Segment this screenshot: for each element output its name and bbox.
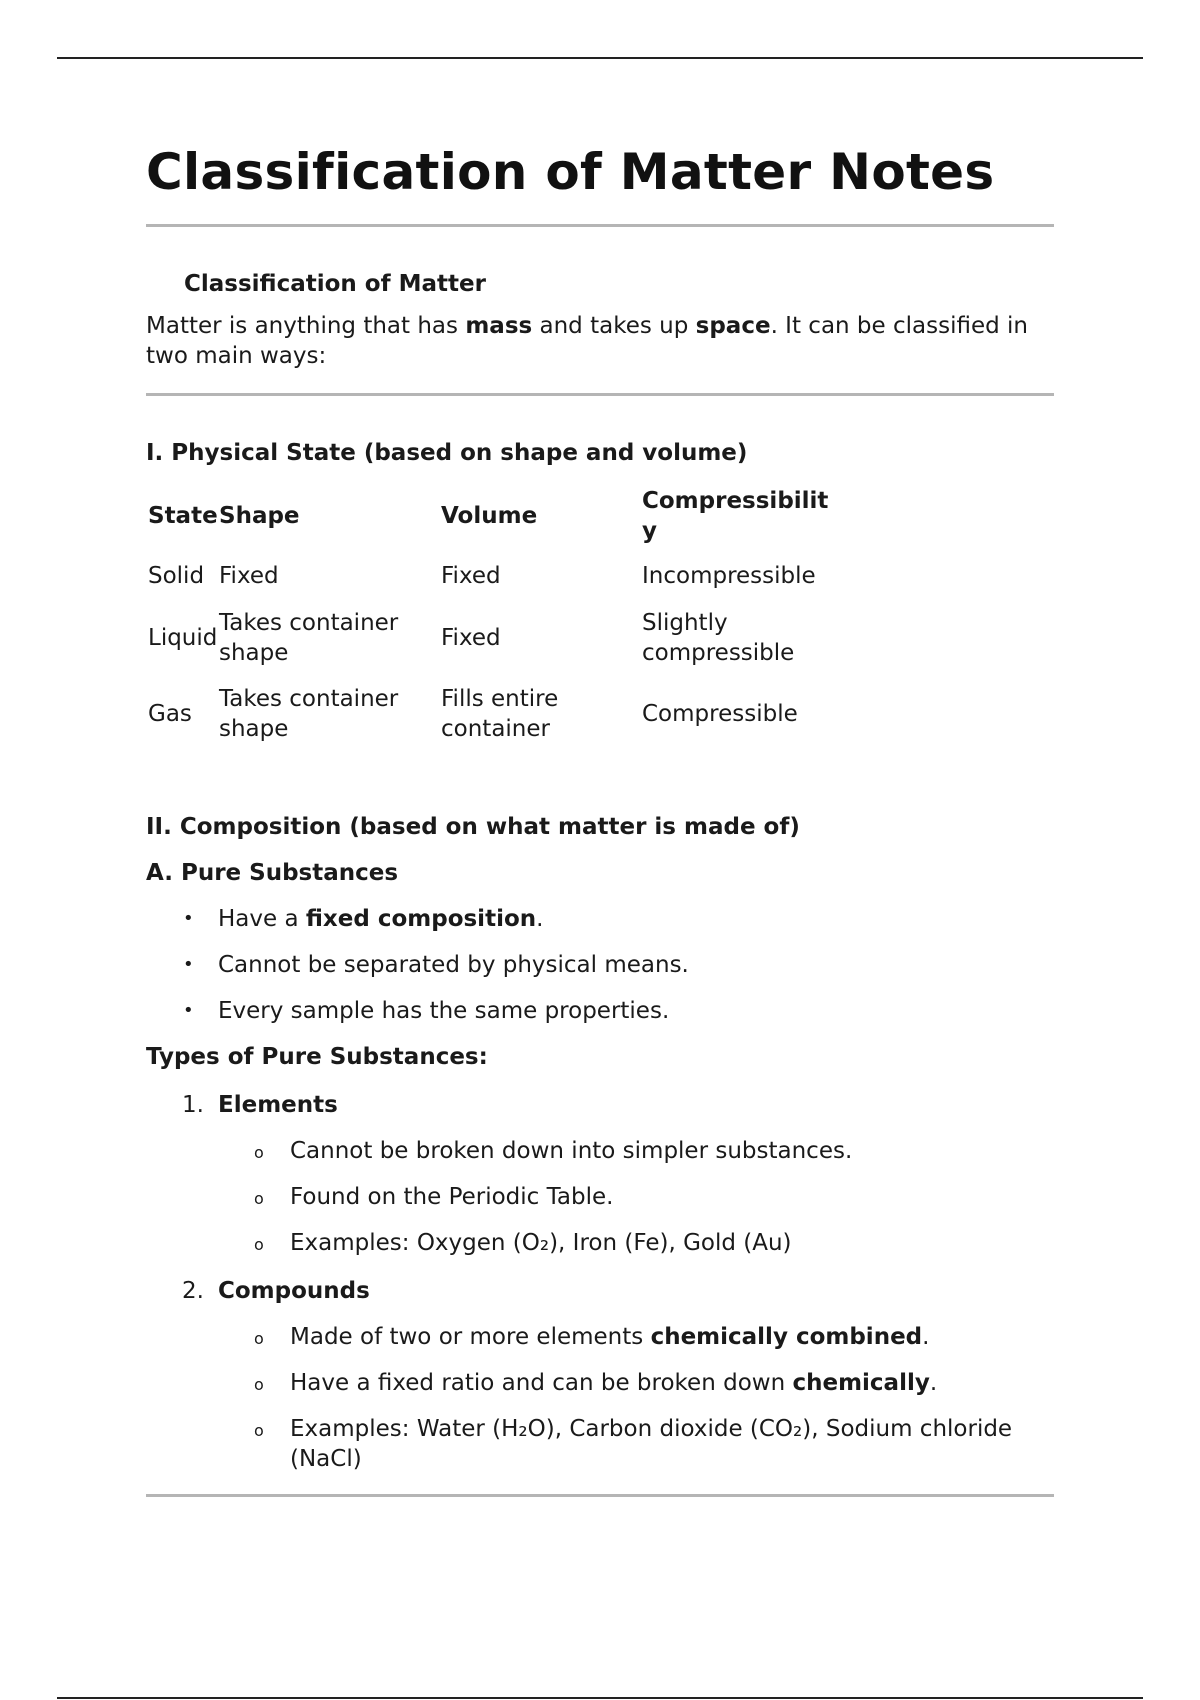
- page-title: Classification of Matter Notes: [146, 143, 995, 201]
- bullet-icon: •: [183, 1000, 194, 1021]
- list-item: o Have a fixed ratio and can be broken down chemically.: [146, 1368, 1054, 1398]
- document-page: [146, 140, 1054, 1497]
- composition-heading: II. Composition (based on what matter is made of): [146, 814, 800, 840]
- table-cell: Gas: [148, 701, 192, 727]
- compounds-item: 2. Compounds: [182, 1278, 370, 1304]
- header-volume: Volume: [441, 503, 538, 529]
- circle-bullet-icon: o: [254, 1189, 264, 1208]
- table-cell: Fills entire container: [441, 686, 559, 742]
- table-cell: Fixed: [219, 563, 279, 589]
- top-rule: [57, 57, 1143, 59]
- elements-item: 1. Elements: [182, 1092, 338, 1118]
- circle-bullet-icon: o: [254, 1329, 264, 1348]
- list-item: o Examples: Oxygen (O₂), Iron (Fe), Gold (Au): [146, 1228, 1054, 1258]
- section-subtitle: Classification of Matter: [184, 271, 486, 297]
- types-heading: Types of Pure Substances:: [146, 1044, 488, 1070]
- circle-bullet-icon: o: [254, 1421, 264, 1440]
- table-row: [146, 674, 842, 754]
- bottom-rule: [57, 1697, 1143, 1699]
- list-item: o Found on the Periodic Table.: [146, 1182, 1054, 1212]
- table-cell: Solid: [148, 563, 205, 589]
- table-header-row: [146, 482, 842, 550]
- divider: [146, 224, 1054, 227]
- physical-state-table: [146, 482, 842, 754]
- compounds-list: [146, 1322, 1054, 1474]
- table-cell: Incompressible: [642, 563, 816, 589]
- list-item: • Cannot be separated by physical means.: [183, 952, 689, 978]
- pure-substances-list: [146, 904, 1054, 1026]
- circle-bullet-icon: o: [254, 1375, 264, 1394]
- header-shape: Shape: [219, 503, 300, 529]
- list-item: o Examples: Water (H₂O), Carbon dioxide (CO₂), Sodium chloride (NaCl): [254, 1416, 1013, 1472]
- list-item: o Made of two or more elements chemically combined.: [146, 1322, 1054, 1352]
- physical-state-heading: I. Physical State (based on shape and volume): [146, 440, 748, 466]
- header-compressibility: Compressibility: [642, 488, 829, 544]
- bullet-icon: •: [183, 908, 194, 929]
- table-row: [146, 602, 842, 674]
- bullet-icon: •: [183, 954, 194, 975]
- elements-list: [146, 1136, 1054, 1258]
- table-row: [146, 550, 842, 602]
- list-item: • Have a fixed composition.: [183, 906, 544, 932]
- table-cell: Takes container shape: [219, 610, 399, 666]
- table-cell: Slightly compressible: [642, 610, 795, 666]
- circle-bullet-icon: o: [254, 1235, 264, 1254]
- list-item: o Cannot be broken down into simpler substances.: [146, 1136, 1054, 1166]
- divider: [146, 393, 1054, 396]
- table-cell: Fixed: [441, 563, 501, 589]
- table-cell: Takes container shape: [219, 686, 399, 742]
- circle-bullet-icon: o: [254, 1143, 264, 1162]
- table-cell: Liquid: [148, 625, 218, 651]
- table-cell: Fixed: [441, 625, 501, 651]
- table-cell: Compressible: [642, 701, 798, 727]
- header-state: State: [148, 503, 218, 529]
- divider: [146, 1494, 1054, 1497]
- pure-substances-heading: A. Pure Substances: [146, 860, 399, 886]
- list-item: • Every sample has the same properties.: [183, 998, 670, 1024]
- intro-paragraph: Matter is anything that has mass and takes up space. It can be classified in two main ways:: [146, 313, 1028, 369]
